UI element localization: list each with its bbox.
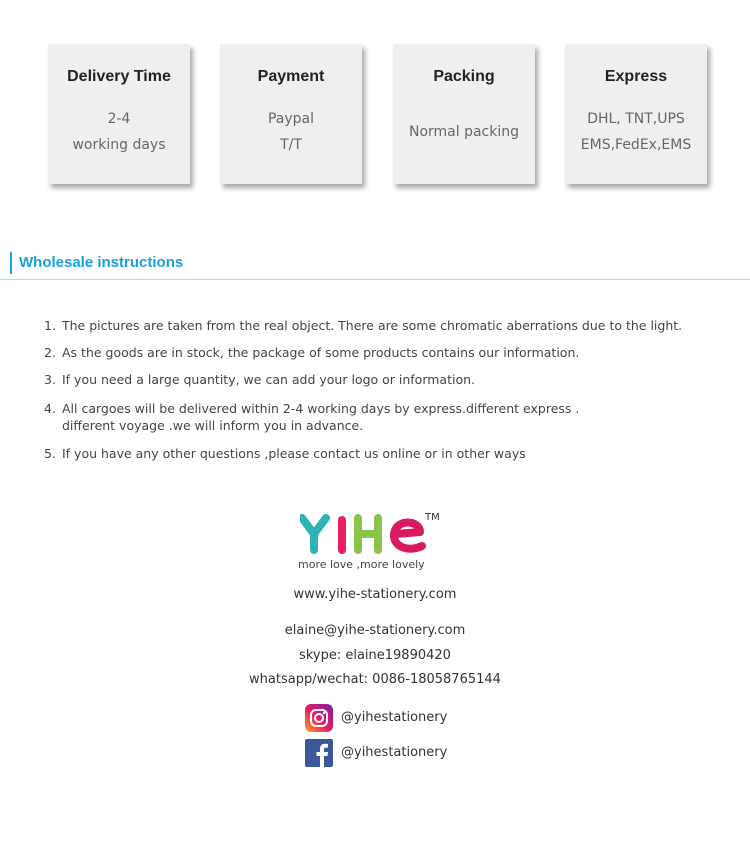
list-item xyxy=(44,401,579,433)
item-text: If you need a large quantity, we can add your logo or information. xyxy=(62,372,476,387)
item-number: 4. xyxy=(44,401,56,416)
trademark-mark: TM xyxy=(425,512,440,523)
email-link[interactable]: elaine@yihe-stationery.com xyxy=(284,623,466,638)
list-item xyxy=(44,372,475,387)
list-item xyxy=(44,345,579,360)
card-body xyxy=(48,106,190,158)
card-title: Express xyxy=(604,68,668,85)
facebook-icon xyxy=(305,739,333,767)
skype-contact: skype: elaine19890420 xyxy=(299,648,451,663)
instagram-icon xyxy=(305,704,333,732)
section-divider xyxy=(0,279,750,280)
item-text: All cargoes will be delivered within 2-4 working days by express.different express . xyxy=(62,401,580,416)
item-number: 3. xyxy=(44,372,56,387)
item-text: As the goods are in stock, the package of some products contains our information. xyxy=(62,345,580,360)
card-express xyxy=(565,44,707,184)
yihe-wordmark xyxy=(300,512,430,556)
website-link[interactable]: www.yihe-stationery.com xyxy=(293,587,457,602)
card-line: working days xyxy=(72,137,166,153)
logo-letter-h xyxy=(358,518,378,550)
item-text-continued: different voyage .we will inform you in advance. xyxy=(62,418,364,433)
card-line: T/T xyxy=(280,137,302,153)
card-line: 2-4 xyxy=(107,111,131,127)
item-number: 1. xyxy=(44,318,56,333)
card-line: Normal packing xyxy=(408,124,520,140)
info-cards xyxy=(0,44,750,194)
whatsapp-contact: whatsapp/wechat: 0086-18058765144 xyxy=(249,672,501,687)
card-body xyxy=(220,106,362,158)
item-text: If you have any other questions ,please contact us online or in other ways xyxy=(62,446,526,461)
brand-logo xyxy=(300,512,450,572)
card-body xyxy=(393,119,535,145)
facebook-handle: @yihestationery xyxy=(341,745,448,760)
card-packing xyxy=(393,44,535,184)
card-body xyxy=(565,106,707,158)
card-title: Delivery Time xyxy=(67,68,171,85)
item-number: 2. xyxy=(44,345,56,360)
card-payment xyxy=(220,44,362,184)
instagram-handle: @yihestationery xyxy=(341,710,448,725)
section-accent-bar xyxy=(10,252,12,274)
card-line: DHL, TNT,UPS xyxy=(587,111,685,127)
list-item xyxy=(44,318,682,333)
item-number: 5. xyxy=(44,446,56,461)
logo-letter-e xyxy=(394,523,422,549)
brand-tagline: more love ,more lovely xyxy=(298,558,425,571)
list-item xyxy=(44,446,526,461)
card-line: Paypal xyxy=(267,111,315,127)
item-text: The pictures are taken from the real object. There are some chromatic aberrations due to the light. xyxy=(62,318,683,333)
card-line: EMS,FedEx,EMS xyxy=(580,137,692,153)
logo-letter-y xyxy=(302,518,326,550)
section-title: Wholesale instructions xyxy=(19,254,184,271)
card-title: Payment xyxy=(257,68,325,85)
card-title: Packing xyxy=(433,68,495,85)
card-delivery-time xyxy=(48,44,190,184)
